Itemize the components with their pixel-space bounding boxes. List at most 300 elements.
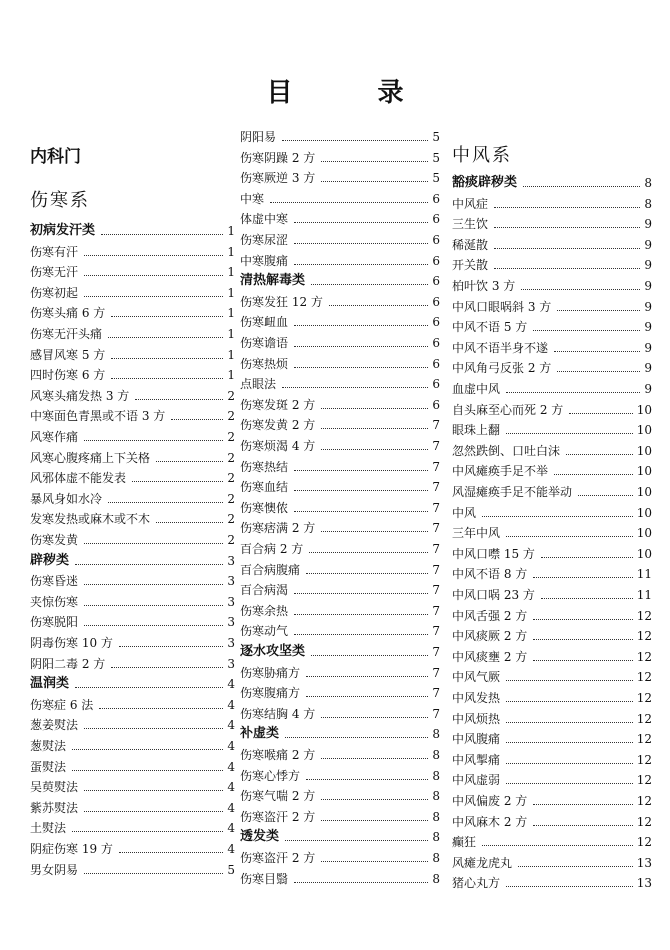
dot-leader xyxy=(506,886,633,887)
dot-leader xyxy=(84,584,223,585)
toc-page-number: 1 xyxy=(227,327,235,341)
dot-leader xyxy=(557,371,640,372)
toc-entry-label: 中风不语 8 方 xyxy=(452,567,528,582)
toc-entry-label: 中寒腹痛 xyxy=(240,253,289,268)
toc-page-number: 12 xyxy=(636,794,652,808)
toc-entry-label: 阴阳易 xyxy=(240,130,277,144)
toc-entry-row xyxy=(452,625,652,643)
toc-entry-row xyxy=(30,859,235,877)
toc-page-number: 4 xyxy=(227,677,235,692)
toc-page-number: 10 xyxy=(636,402,652,417)
toc-entry-label: 中风口眼㖞斜 3 方 xyxy=(452,299,552,314)
toc-category-row xyxy=(240,826,440,844)
toc-entry-label: 三年中风 xyxy=(452,526,501,541)
toc-entry-label: 体虚中寒 xyxy=(240,212,289,227)
toc-entry-row xyxy=(240,785,440,803)
toc-entry-row xyxy=(240,353,440,371)
toc-page-number: 7 xyxy=(432,706,440,721)
toc-page-number: 8 xyxy=(432,830,440,845)
toc-page-number: 1 xyxy=(227,244,235,259)
dot-leader xyxy=(84,296,223,297)
dot-leader xyxy=(321,820,428,821)
toc-entry-label: 伤寒腹痛方 xyxy=(240,686,301,701)
toc-entry-row xyxy=(30,467,235,485)
toc-entry-label: 感冒风寒 5 方 xyxy=(30,347,106,362)
toc-entry-row xyxy=(240,167,440,185)
toc-entry-label: 中风痰厥 2 方 xyxy=(452,629,528,644)
toc-entry-row xyxy=(30,508,235,526)
toc-entry-label: 风瘫龙虎丸 xyxy=(452,855,513,870)
toc-entry-label: 中风瘫痪手足不举 xyxy=(452,464,549,479)
toc-entry-label: 伤寒结胸 4 方 xyxy=(240,706,316,721)
dot-leader xyxy=(311,284,428,285)
toc-entry-row xyxy=(452,749,652,767)
toc-entry-row xyxy=(452,605,652,623)
toc-entry-row xyxy=(452,852,652,870)
toc-entry-row xyxy=(240,682,440,700)
toc-entry-label: 四时伤寒 6 方 xyxy=(30,368,106,383)
toc-entry-row xyxy=(240,662,440,680)
toc-category-label: 豁痰辟秽类 xyxy=(452,175,518,190)
toc-page-number: 9 xyxy=(644,237,652,252)
dot-leader xyxy=(294,325,428,326)
toc-entry-label: 伤寒有汗 xyxy=(30,244,79,259)
dot-leader xyxy=(321,449,428,450)
dot-leader xyxy=(306,696,428,697)
dot-leader xyxy=(554,474,633,475)
dot-leader xyxy=(506,701,633,702)
toc-entry-row xyxy=(452,769,652,787)
toc-entry-row xyxy=(240,620,440,638)
toc-entry-row xyxy=(30,591,235,609)
toc-entry-row xyxy=(452,357,652,375)
toc-entry-label: 夹惊伤寒 xyxy=(30,594,79,609)
toc-entry-label: 暴风身如水冷 xyxy=(30,491,103,506)
toc-entry-row xyxy=(452,440,652,458)
toc-entry-label: 伤寒血结 xyxy=(240,480,289,495)
toc-entry-row xyxy=(452,728,652,746)
toc-page-number: 9 xyxy=(644,217,652,232)
dot-leader xyxy=(294,346,428,347)
toc-entry-label: 伤寒昏迷 xyxy=(30,574,79,589)
toc-entry-label: 伤寒盗汗 2 方 xyxy=(240,809,316,824)
dot-leader xyxy=(533,825,632,826)
dot-leader xyxy=(506,392,640,393)
dot-leader xyxy=(494,268,640,269)
toc-page-number: 1 xyxy=(227,306,235,321)
toc-entry-row xyxy=(452,522,652,540)
toc-page-number: 9 xyxy=(644,279,652,293)
toc-entry-label: 伤寒发黄 2 方 xyxy=(240,418,316,433)
toc-category-label: 辟秽类 xyxy=(30,552,70,568)
dot-leader xyxy=(111,378,223,379)
toc-page-number: 9 xyxy=(644,299,652,314)
toc-entry-label: 中风腹痛 xyxy=(452,732,501,747)
dot-leader xyxy=(533,330,640,331)
toc-entry-row xyxy=(452,316,652,334)
dot-leader xyxy=(494,207,640,208)
toc-entry-row xyxy=(452,481,652,499)
toc-entry-label: 眼珠上翻 xyxy=(452,423,501,438)
toc-page-number: 13 xyxy=(636,855,652,870)
toc-entry-row xyxy=(240,456,440,474)
toc-page-number: 9 xyxy=(644,340,652,355)
toc-page-number: 3 xyxy=(227,594,235,609)
dot-leader xyxy=(156,522,223,523)
toc-entry-row xyxy=(240,435,440,453)
toc-page-number: 8 xyxy=(432,871,440,886)
dot-leader xyxy=(321,758,428,759)
toc-page-number: 7 xyxy=(432,645,440,659)
toc-page-number: 7 xyxy=(432,583,440,598)
toc-entry-row xyxy=(240,476,440,494)
dot-leader xyxy=(111,316,223,317)
dot-leader xyxy=(84,543,223,544)
toc-page-number: 7 xyxy=(432,665,440,680)
toc-entry-row xyxy=(30,735,235,753)
dot-leader xyxy=(506,536,633,537)
toc-page-number: 6 xyxy=(432,233,440,247)
toc-entry-label: 伤寒盗汗 2 方 xyxy=(240,851,316,865)
dot-leader xyxy=(569,413,632,414)
dot-leader xyxy=(135,399,223,400)
toc-page-number: 6 xyxy=(432,356,440,371)
toc-page-number: 9 xyxy=(644,382,652,396)
toc-page-number: 1 xyxy=(227,285,235,300)
toc-entry-row xyxy=(240,394,440,412)
dot-leader xyxy=(285,840,428,841)
toc-entry-row xyxy=(240,332,440,350)
section-heading-wind-stroke: 中风系 xyxy=(452,145,512,166)
toc-entry-row xyxy=(452,872,652,890)
toc-entry-row xyxy=(30,241,235,259)
toc-page-number: 4 xyxy=(227,697,235,712)
page-title: 目 录 xyxy=(266,78,442,108)
toc-entry-label: 伤寒胁痛方 xyxy=(240,665,301,680)
toc-page-number: 7 xyxy=(432,624,440,639)
toc-page-number: 7 xyxy=(432,542,440,556)
dot-leader xyxy=(494,248,640,249)
dot-leader xyxy=(541,598,633,599)
toc-entry-row xyxy=(452,563,652,581)
dot-leader xyxy=(311,655,428,656)
toc-page-number: 12 xyxy=(636,608,652,623)
toc-page-number: 2 xyxy=(227,533,235,547)
dot-leader xyxy=(84,873,223,874)
dot-leader xyxy=(506,763,633,764)
toc-entry-label: 伤寒目翳 xyxy=(240,871,289,886)
toc-entry-label: 阴毒伤寒 10 方 xyxy=(30,636,113,650)
toc-entry-label: 中风偏废 2 方 xyxy=(452,794,528,808)
toc-entry-row xyxy=(30,776,235,794)
toc-page-number: 12 xyxy=(636,732,652,747)
toc-entry-label: 伤寒喉痛 2 方 xyxy=(240,748,316,762)
toc-entry-row xyxy=(452,234,652,252)
dot-leader xyxy=(523,186,640,187)
toc-entry-label: 中风气厥 xyxy=(452,670,501,685)
toc-entry-row xyxy=(452,460,652,478)
toc-page-number: 7 xyxy=(432,480,440,495)
toc-page-number: 8 xyxy=(644,196,652,211)
toc-entry-label: 中风痰壅 2 方 xyxy=(452,649,528,664)
toc-entry-label: 伤寒阴躁 2 方 xyxy=(240,150,316,165)
toc-entry-label: 葱熨法 xyxy=(30,739,67,753)
toc-entry-row xyxy=(240,744,440,762)
dot-leader xyxy=(270,202,428,203)
toc-entry-label: 中风症 xyxy=(452,196,489,211)
toc-entry-row xyxy=(452,254,652,272)
toc-entry-row xyxy=(452,584,652,602)
dot-leader xyxy=(541,557,633,558)
dot-leader xyxy=(294,490,428,491)
toc-entry-label: 风寒心腹疼痛上下关格 xyxy=(30,450,151,465)
toc-entry-label: 伤寒余热 xyxy=(240,603,289,618)
dot-leader xyxy=(294,511,428,512)
toc-entry-label: 中风烦热 xyxy=(452,711,501,726)
toc-entry-label: 中风角弓反张 2 方 xyxy=(452,361,552,376)
toc-entry-label: 伤寒懊侬 xyxy=(240,500,289,515)
toc-entry-row xyxy=(240,126,440,144)
toc-category-label: 初病发汗类 xyxy=(30,223,96,238)
toc-entry-row xyxy=(30,426,235,444)
toc-entry-label: 自头麻至心而死 2 方 xyxy=(452,402,564,417)
dot-leader xyxy=(554,351,640,352)
dot-leader xyxy=(506,680,633,681)
toc-entry-row xyxy=(30,653,235,671)
dot-leader xyxy=(84,790,223,791)
toc-entry-label: 伤寒厥逆 3 方 xyxy=(240,171,316,186)
toc-entry-row xyxy=(452,193,652,211)
toc-entry-row xyxy=(30,714,235,732)
dot-leader xyxy=(84,275,223,276)
toc-page-number: 12 xyxy=(636,773,652,788)
toc-entry-label: 中风麻木 2 方 xyxy=(452,814,528,829)
toc-entry-row xyxy=(240,847,440,865)
toc-entry-row xyxy=(30,447,235,465)
dot-leader xyxy=(321,861,428,862)
dot-leader xyxy=(108,337,223,338)
toc-entry-label: 土熨法 xyxy=(30,821,67,836)
toc-page-number: 6 xyxy=(432,315,440,330)
dot-leader xyxy=(578,495,633,496)
dot-leader xyxy=(282,140,428,141)
toc-page-number: 3 xyxy=(227,656,235,671)
toc-entry-row xyxy=(240,517,440,535)
toc-page-number: 6 xyxy=(432,336,440,350)
toc-page-number: 8 xyxy=(644,176,652,190)
toc-page-number: 12 xyxy=(636,711,652,726)
toc-entry-row xyxy=(240,559,440,577)
toc-entry-label: 阴症伤寒 19 方 xyxy=(30,842,113,856)
toc-category-row xyxy=(240,270,440,288)
toc-page-number: 8 xyxy=(432,809,440,824)
toc-entry-label: 中风 xyxy=(452,505,477,520)
dot-leader xyxy=(84,255,223,256)
toc-entry-label: 紫苏熨法 xyxy=(30,800,79,815)
dot-leader xyxy=(329,305,428,306)
toc-entry-row xyxy=(240,497,440,515)
toc-entry-label: 伤寒热结 xyxy=(240,459,289,474)
dot-leader xyxy=(321,531,428,532)
toc-page-number: 4 xyxy=(227,821,235,836)
toc-page-number: 6 xyxy=(432,191,440,206)
dot-leader xyxy=(171,419,223,420)
toc-entry-row xyxy=(452,811,652,829)
dot-leader xyxy=(75,687,223,688)
toc-page-number: 2 xyxy=(227,512,235,527)
toc-category-label: 逐水攻坚类 xyxy=(240,644,306,659)
toc-entry-row xyxy=(240,291,440,309)
dot-leader xyxy=(482,845,633,846)
dot-leader xyxy=(518,866,633,867)
toc-entry-row xyxy=(240,208,440,226)
toc-category-row xyxy=(452,172,652,190)
dot-leader xyxy=(294,367,428,368)
dot-leader xyxy=(309,552,428,553)
toc-page-number: 6 xyxy=(432,274,440,289)
toc-page-number: 7 xyxy=(432,603,440,618)
dot-leader xyxy=(506,783,633,784)
toc-page-number: 10 xyxy=(636,526,652,541)
toc-category-row xyxy=(240,723,440,741)
toc-page-number: 2 xyxy=(227,388,235,403)
toc-page-number: 11 xyxy=(636,588,652,602)
toc-page-number: 10 xyxy=(636,505,652,520)
toc-entry-row xyxy=(452,213,652,231)
dot-leader xyxy=(84,440,223,441)
dot-leader xyxy=(294,614,428,615)
toc-entry-row xyxy=(30,302,235,320)
dot-leader xyxy=(321,408,428,409)
toc-page-number: 1 xyxy=(227,368,235,383)
toc-entry-row xyxy=(240,414,440,432)
toc-entry-row xyxy=(452,502,652,520)
toc-entry-row xyxy=(452,831,652,849)
toc-entry-label: 开关散 xyxy=(452,258,489,273)
toc-entry-row xyxy=(452,790,652,808)
dot-leader xyxy=(101,234,223,235)
toc-entry-label: 柏叶饮 3 方 xyxy=(452,279,516,293)
toc-category-row xyxy=(30,673,235,691)
toc-page-number: 10 xyxy=(636,485,652,499)
toc-page-number: 9 xyxy=(644,361,652,376)
toc-entry-row xyxy=(240,703,440,721)
toc-entry-label: 中风舌强 2 方 xyxy=(452,608,528,623)
dot-leader xyxy=(75,564,223,565)
dot-leader xyxy=(294,222,428,223)
toc-entry-label: 百合病腹痛 xyxy=(240,562,301,577)
toc-page-number: 7 xyxy=(432,500,440,515)
toc-page-number: 5 xyxy=(432,171,440,186)
toc-page-number: 7 xyxy=(432,439,440,453)
toc-entry-label: 伤寒心悸方 xyxy=(240,768,301,783)
dot-leader xyxy=(506,722,633,723)
dot-leader xyxy=(306,573,428,574)
toc-entry-row xyxy=(30,797,235,815)
toc-entry-label: 中风掣痛 xyxy=(452,752,501,767)
toc-entry-row xyxy=(240,538,440,556)
toc-entry-row xyxy=(30,611,235,629)
toc-entry-label: 伤寒无汗头痛 xyxy=(30,327,103,341)
dot-leader xyxy=(294,634,428,635)
dot-leader xyxy=(99,708,223,709)
toc-page-number: 9 xyxy=(644,258,652,273)
dot-leader xyxy=(108,502,223,503)
toc-entry-row xyxy=(452,543,652,561)
toc-page-number: 3 xyxy=(227,553,235,568)
dot-leader xyxy=(306,676,428,677)
dot-leader xyxy=(72,831,223,832)
toc-entry-row xyxy=(452,646,652,664)
dot-leader xyxy=(119,646,223,647)
toc-entry-label: 血虚中风 xyxy=(452,382,501,396)
toc-entry-row xyxy=(30,529,235,547)
section-heading-cold-damage: 伤寒系 xyxy=(30,190,90,211)
toc-page-number: 6 xyxy=(432,294,440,309)
dot-leader xyxy=(84,728,223,729)
toc-page-number: 3 xyxy=(227,636,235,650)
toc-entry-row xyxy=(240,600,440,618)
toc-page-number: 4 xyxy=(227,759,235,774)
dot-leader xyxy=(321,161,428,162)
toc-entry-row xyxy=(30,756,235,774)
toc-entry-row xyxy=(240,229,440,247)
toc-page-number: 6 xyxy=(432,212,440,227)
toc-entry-label: 伤寒无汗 xyxy=(30,265,79,280)
toc-page-number: 1 xyxy=(227,347,235,362)
toc-entry-row xyxy=(30,282,235,300)
toc-entry-row xyxy=(240,147,440,165)
toc-page-number: 5 xyxy=(432,130,440,144)
toc-entry-row xyxy=(30,261,235,279)
toc-entry-row xyxy=(452,666,652,684)
dot-leader xyxy=(282,387,428,388)
dot-leader xyxy=(321,799,428,800)
dot-leader xyxy=(132,481,223,482)
toc-page-number: 3 xyxy=(227,615,235,630)
toc-category-label: 温润类 xyxy=(30,676,70,692)
dot-leader xyxy=(72,770,223,771)
toc-entry-label: 中风口㖞 23 方 xyxy=(452,588,535,602)
toc-page-number: 7 xyxy=(432,562,440,577)
toc-entry-row xyxy=(30,364,235,382)
toc-entry-label: 中寒 xyxy=(240,191,265,206)
toc-entry-label: 中风口噤 15 方 xyxy=(452,546,535,561)
toc-entry-row xyxy=(30,344,235,362)
toc-category-label: 清热解毒类 xyxy=(240,273,306,289)
toc-page-number: 7 xyxy=(432,686,440,701)
toc-entry-label: 伤寒烦渴 4 方 xyxy=(240,439,316,453)
toc-entry-row xyxy=(240,311,440,329)
toc-page-number: 12 xyxy=(636,814,652,829)
toc-page-number: 7 xyxy=(432,459,440,474)
section-heading-internal-medicine: 内科门 xyxy=(30,147,81,167)
dot-leader xyxy=(321,428,428,429)
dot-leader xyxy=(533,619,632,620)
toc-category-row xyxy=(30,220,235,238)
toc-entry-row xyxy=(240,373,440,391)
toc-entry-row xyxy=(30,632,235,650)
toc-entry-row xyxy=(240,250,440,268)
toc-page-number: 7 xyxy=(432,521,440,536)
toc-entry-row xyxy=(240,765,440,783)
dot-leader xyxy=(521,289,640,290)
toc-entry-label: 风邪体虚不能发表 xyxy=(30,471,127,486)
toc-entry-label: 伤寒初起 xyxy=(30,285,79,300)
dot-leader xyxy=(294,264,428,265)
toc-entry-row xyxy=(452,687,652,705)
toc-entry-label: 伤寒症 6 法 xyxy=(30,697,94,712)
